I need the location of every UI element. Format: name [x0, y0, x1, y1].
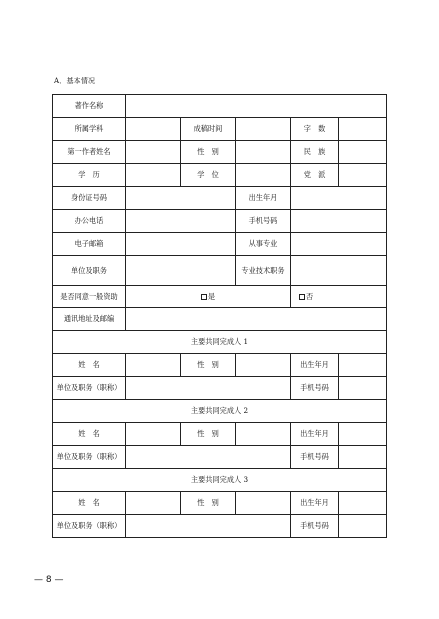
co-author-gender-label: 性 别 — [181, 423, 236, 446]
co-author-birth-field[interactable] — [339, 492, 387, 515]
birth-date-field[interactable] — [291, 187, 387, 210]
ethnicity-label: 民 族 — [291, 141, 339, 164]
gender-label: 性 别 — [181, 141, 236, 164]
co-author-name-field[interactable] — [126, 354, 181, 377]
co-author-gender-field[interactable] — [236, 354, 291, 377]
section-title: A．基本情况 — [54, 77, 96, 85]
co-author-name-label: 姓 名 — [53, 492, 126, 515]
office-phone-label: 办公电话 — [53, 210, 126, 233]
completion-time-label: 成稿时间 — [181, 118, 236, 141]
co-author-birth-label: 出生年月 — [291, 423, 339, 446]
co-author-birth-label: 出生年月 — [291, 492, 339, 515]
yes-checkbox[interactable] — [201, 294, 207, 300]
basic-info-table — [52, 94, 387, 538]
office-phone-field[interactable] — [126, 210, 236, 233]
co-author-unit-label: 单位及职务（职称） — [53, 515, 126, 538]
email-field[interactable] — [126, 233, 236, 256]
co-author-unit-label: 单位及职务（职称） — [53, 377, 126, 400]
education-label: 学 历 — [53, 164, 126, 187]
co-author-name-field[interactable] — [126, 423, 181, 446]
party-label: 党 派 — [291, 164, 339, 187]
agree-general-label: 是否同意一般资助 — [53, 286, 126, 308]
id-number-field[interactable] — [126, 187, 236, 210]
birth-date-label: 出生年月 — [236, 187, 291, 210]
unit-duty-label: 单位及职务 — [53, 256, 126, 286]
profession-field[interactable] — [291, 233, 387, 256]
work-name-field[interactable] — [126, 95, 387, 118]
degree-label: 学 位 — [181, 164, 236, 187]
discipline-label: 所属学科 — [53, 118, 126, 141]
gender-field[interactable] — [236, 141, 291, 164]
co-author-birth-label: 出生年月 — [291, 354, 339, 377]
unit-duty-field[interactable] — [126, 256, 236, 286]
address-field[interactable] — [126, 308, 387, 331]
first-author-name-field[interactable] — [126, 141, 181, 164]
co-author-gender-field[interactable] — [236, 423, 291, 446]
co-author-heading: 主要共同完成人 1 — [53, 331, 387, 354]
co-author-heading: 主要共同完成人 3 — [53, 469, 387, 492]
discipline-field[interactable] — [126, 118, 181, 141]
no-label: 否 — [306, 291, 314, 301]
co-author-gender-label: 性 别 — [181, 354, 236, 377]
co-author-unit-field[interactable] — [126, 377, 291, 400]
yes-label: 是 — [207, 291, 216, 301]
co-author-mobile-label: 手机号码 — [291, 377, 339, 400]
title-field[interactable] — [291, 256, 387, 286]
ethnicity-field[interactable] — [339, 141, 387, 164]
co-author-gender-field[interactable] — [236, 492, 291, 515]
co-author-unit-field[interactable] — [126, 515, 291, 538]
co-author-name-label: 姓 名 — [53, 423, 126, 446]
co-author-mobile-label: 手机号码 — [291, 446, 339, 469]
title-label: 专业技术职务 — [236, 256, 291, 286]
co-author-mobile-field[interactable] — [339, 377, 387, 400]
id-number-label: 身份证号码 — [53, 187, 126, 210]
page-number: — 8 — — [34, 575, 64, 585]
education-field[interactable] — [126, 164, 181, 187]
completion-time-field[interactable] — [236, 118, 291, 141]
address-label: 通讯地址及邮编 — [53, 308, 126, 331]
co-author-heading: 主要共同完成人 2 — [53, 400, 387, 423]
co-author-gender-label: 性 别 — [181, 492, 236, 515]
word-count-field[interactable] — [339, 118, 387, 141]
first-author-name-label: 第一作者姓名 — [53, 141, 126, 164]
mobile-label: 手机号码 — [236, 210, 291, 233]
co-author-birth-field[interactable] — [339, 354, 387, 377]
co-author-unit-label: 单位及职务（职称） — [53, 446, 126, 469]
email-label: 电子邮箱 — [53, 233, 126, 256]
co-author-mobile-label: 手机号码 — [291, 515, 339, 538]
co-author-mobile-field[interactable] — [339, 446, 387, 469]
agree-yes-option[interactable] — [126, 286, 291, 308]
degree-field[interactable] — [236, 164, 291, 187]
word-count-label: 字 数 — [291, 118, 339, 141]
party-field[interactable] — [339, 164, 387, 187]
co-author-mobile-field[interactable] — [339, 515, 387, 538]
work-name-label: 著作名称 — [53, 95, 126, 118]
profession-label: 从事专业 — [236, 233, 291, 256]
co-author-birth-field[interactable] — [339, 423, 387, 446]
co-author-name-label: 姓 名 — [53, 354, 126, 377]
co-author-name-field[interactable] — [126, 492, 181, 515]
mobile-field[interactable] — [291, 210, 387, 233]
agree-no-option[interactable] — [291, 286, 387, 308]
no-checkbox[interactable] — [299, 294, 305, 300]
co-author-unit-field[interactable] — [126, 446, 291, 469]
